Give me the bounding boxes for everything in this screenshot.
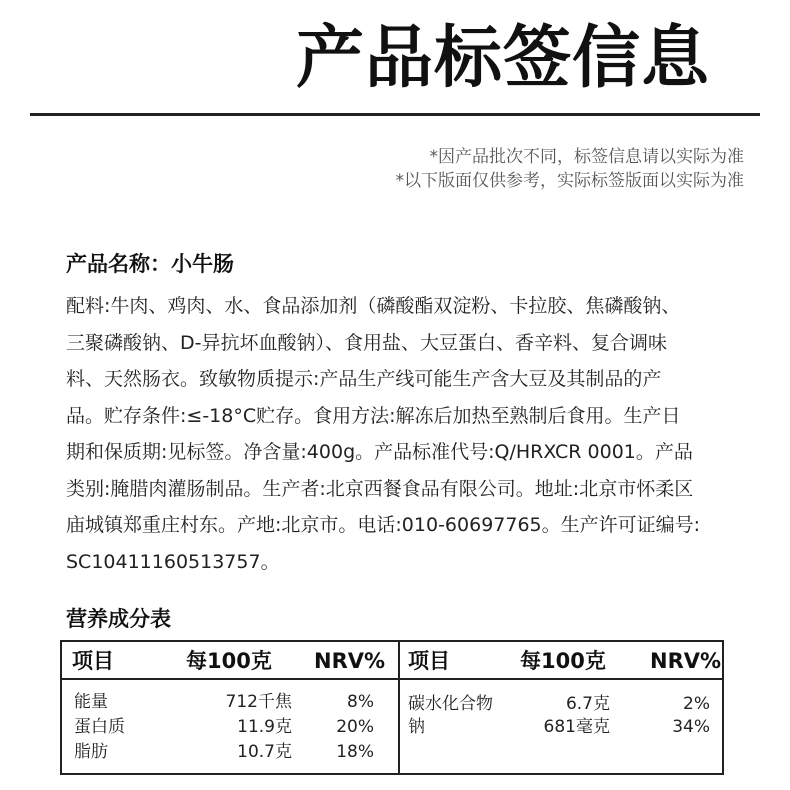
row-per100: 681毫克	[543, 717, 610, 737]
ingredient-line: 庙城镇郑重庄村东。产地:北京市。电话:010-60697765。生产许可证编号:	[66, 514, 701, 536]
row-item: 脂肪	[74, 742, 108, 762]
row-nrv: 18%	[336, 742, 374, 762]
ingredient-line: 料、天然肠衣。致敏物质提示:产品生产线可能生产含大豆及其制品的产	[66, 368, 662, 390]
nutrition-title: 营养成分表	[66, 607, 171, 631]
ingredient-line: 配料:牛肉、鸡肉、水、食品添加剂（磷酸酯双淀粉、卡拉胶、焦磷酸钠、	[66, 295, 681, 317]
row-nrv: 8%	[347, 692, 374, 712]
product-name: 产品名称：小牛肠	[66, 252, 234, 276]
ingredient-line: 品。贮存条件:≤-18°C贮存。食用方法:解冻后加热至熟制后食用。生产日	[66, 404, 681, 427]
row-per100: 10.7克	[237, 742, 292, 762]
header-item: 项目	[72, 649, 114, 673]
disclaimer-note: *因产品批次不同，标签信息请以实际为准	[429, 147, 744, 167]
row-per100: 712千焦	[225, 692, 292, 712]
ingredient-line: 期和保质期:见标签。净含量:400g。产品标准代号:Q/HRXCR 0001。产品	[66, 441, 693, 463]
disclaimer-notes	[396, 145, 745, 193]
row-nrv: 34%	[672, 717, 710, 737]
page-title: 产品标签信息	[296, 19, 711, 98]
header-nrv: NRV%	[314, 649, 386, 673]
header-nrv: NRV%	[650, 649, 722, 673]
row-item: 碳水化合物	[408, 694, 493, 714]
row-item: 蛋白质	[74, 717, 125, 737]
header-per100: 每100克	[520, 649, 606, 673]
title-divider	[30, 113, 760, 116]
ingredient-line: SC10411160513757。	[66, 550, 280, 573]
header-item: 项目	[408, 649, 450, 673]
header-per100: 每100克	[186, 649, 272, 673]
row-per100: 11.9克	[237, 717, 292, 737]
row-nrv: 20%	[336, 717, 374, 737]
row-per100: 6.7克	[565, 694, 610, 714]
disclaimer-note: *以下版面仅供参考，实际标签版面以实际为准	[395, 171, 744, 191]
ingredient-line: 三聚磷酸钠、D-异抗坏血酸钠）、食用盐、大豆蛋白、香辛料、复合调味	[66, 331, 667, 354]
table-column-divider	[398, 642, 400, 773]
row-item: 能量	[74, 692, 108, 712]
row-item: 钠	[408, 717, 425, 737]
ingredient-line: 类别:腌腊肉灌肠制品。生产者:北京西餐食品有限公司。地址:北京市怀柔区	[66, 477, 694, 500]
nutrition-table	[60, 640, 724, 775]
row-nrv: 2%	[683, 694, 710, 714]
table-header-divider	[62, 678, 722, 680]
ingredients-text	[66, 288, 736, 580]
